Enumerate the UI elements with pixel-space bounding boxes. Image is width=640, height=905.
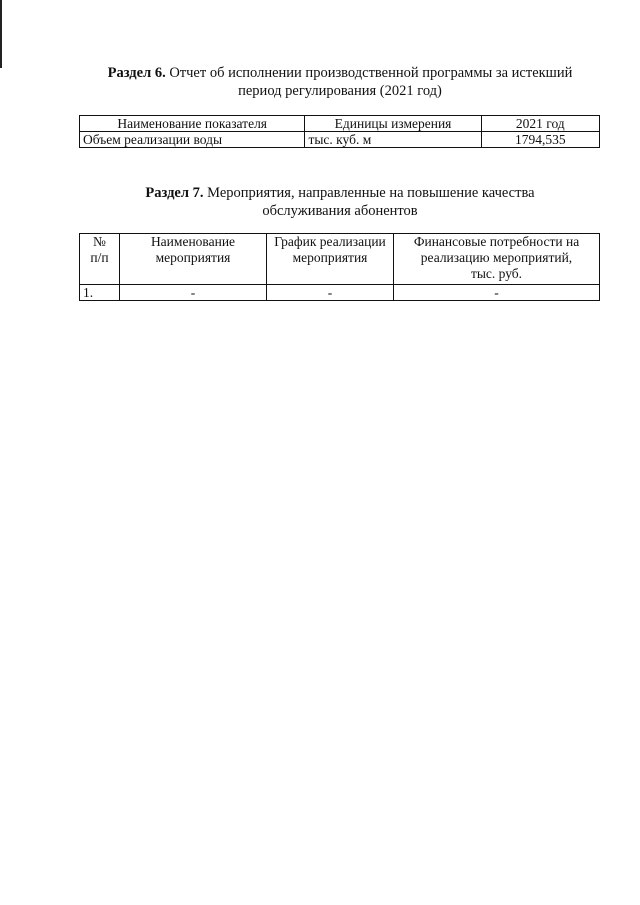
header-number	[80, 234, 120, 285]
header-measure-name	[120, 234, 267, 285]
section-7-title-line2: обслуживания абонентов	[262, 203, 418, 219]
cell-indicator-name: Объем реализации воды	[80, 132, 305, 148]
header-financial-needs	[394, 234, 600, 285]
cell-value: 1794,535	[481, 132, 599, 148]
section-7-table	[79, 233, 600, 301]
section-6-title-line2: период регулирования (2021 год)	[238, 83, 442, 99]
header-measure-name-line2: мероприятия	[155, 250, 231, 265]
section-6-title-line1	[60, 64, 620, 82]
section-6-table	[79, 115, 600, 148]
header-financial-needs-line1: Финансовые потребности на	[413, 234, 580, 249]
header-financial-needs-line2: реализацию мероприятий,	[420, 250, 573, 265]
header-year: 2021 год	[481, 116, 599, 132]
cell-measure-name: -	[120, 285, 267, 301]
header-schedule-line2: мероприятия	[292, 250, 368, 265]
cell-units: тыс. куб. м	[305, 132, 481, 148]
header-schedule	[267, 234, 394, 285]
table-row	[80, 132, 600, 148]
header-units: Единицы измерения	[305, 116, 481, 132]
header-number-line1: №	[93, 234, 106, 249]
cell-financial-needs: -	[394, 285, 600, 301]
section-6-title	[60, 64, 620, 100]
section-7-title	[60, 184, 620, 220]
header-measure-name-line1: Наименование	[150, 234, 236, 249]
section-7-title-line1	[60, 184, 620, 202]
table-header-row	[80, 116, 600, 132]
section-7-label: Раздел 7.	[145, 185, 204, 201]
header-number-line2: п/п	[90, 250, 109, 265]
section-6-label: Раздел 6.	[107, 65, 166, 81]
cell-number: 1.	[80, 285, 120, 301]
section-7-title-text: Мероприятия, направленные на повышение качества	[207, 185, 535, 201]
cell-schedule: -	[267, 285, 394, 301]
header-financial-needs-line3: тыс. руб.	[470, 266, 523, 281]
section-6-title-text: Отчет об исполнении производственной программы за истекший	[169, 65, 573, 81]
header-schedule-line1: График реализации	[274, 234, 386, 249]
header-indicator-name: Наименование показателя	[80, 116, 305, 132]
table-header-row	[80, 234, 600, 285]
scan-edge-mark	[0, 0, 2, 68]
table-row	[80, 285, 600, 301]
